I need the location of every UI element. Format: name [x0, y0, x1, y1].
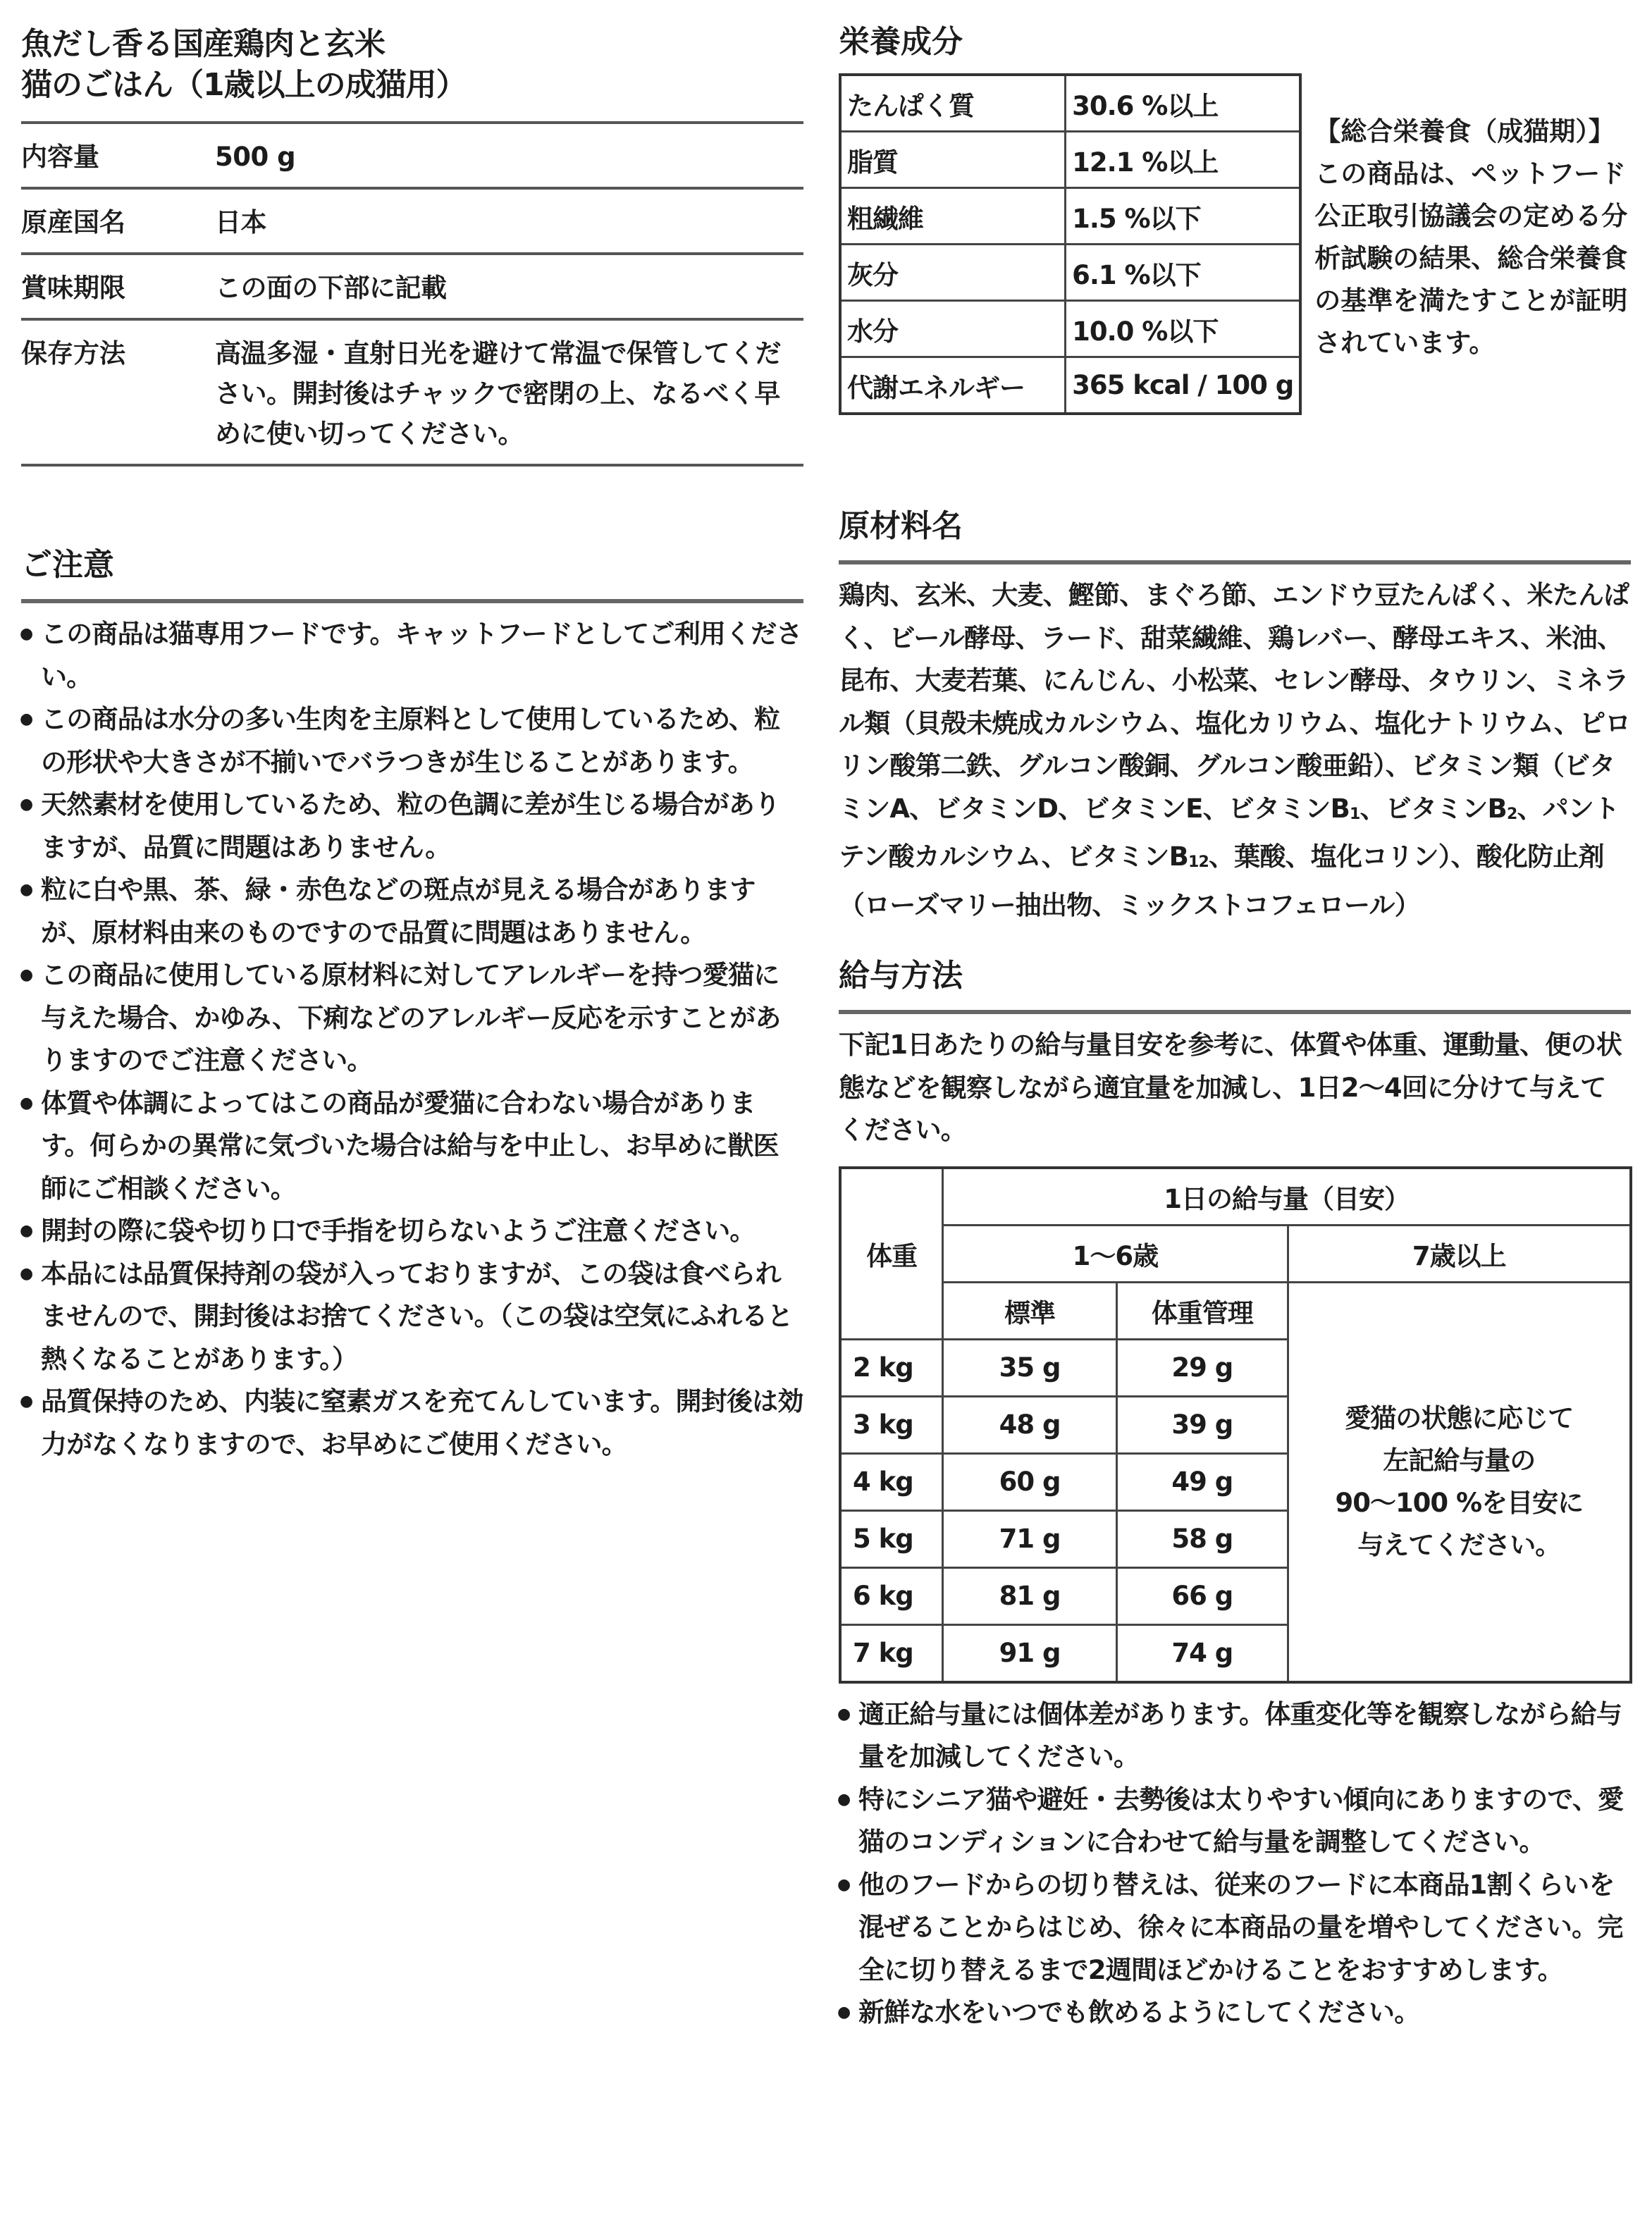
- cell-weight-mgmt: 74 g: [1116, 1624, 1288, 1682]
- header-age-7-plus: 7歳以上: [1288, 1225, 1631, 1282]
- caution-item: ● 粒に白や黒、茶、緑・赤色などの斑点が見える場合がありますが、原材料由来のものですので品質に問題はありません。: [21, 869, 803, 954]
- ingredients-text-part: 、ビタミンB: [1360, 793, 1507, 824]
- caution-item: ● 天然素材を使用しているため、粒の色調に差が生じる場合がありますが、品質に問題はありません。: [21, 784, 803, 869]
- nutrient-label: 粗繊維: [840, 188, 1066, 245]
- product-title-line2: 猫のごはん（1歳以上の成猫用）: [21, 67, 467, 103]
- cell-weight: 7 kg: [840, 1624, 943, 1682]
- nutrient-value: 1.5 %以下: [1066, 188, 1301, 245]
- feeding-note-item: ● 特にシニア猫や避妊・去勢後は太りやすい傾向にありますので、愛猫のコンディションに合わせて給与量を調整してください。: [839, 1779, 1631, 1864]
- cell-weight-mgmt: 58 g: [1116, 1510, 1288, 1567]
- cautions-list: [21, 613, 803, 1466]
- nutrition-row: [840, 301, 1300, 357]
- senior-note-line: 愛猫の状態に応じて: [1345, 1402, 1574, 1433]
- nutrition-row: [840, 188, 1300, 245]
- product-title: [21, 21, 803, 106]
- cell-standard: 48 g: [943, 1396, 1117, 1453]
- feeding-intro: 下記1日あたりの給与量目安を参考に、体質や体重、運動量、便の状態などを観察しながら適宜量を加減し、1日2〜4回に分けて与えてください。: [839, 1030, 1622, 1145]
- caution-item: ● この商品は猫専用フードです。キャットフードとしてご利用ください。: [21, 613, 803, 698]
- caution-item: ● 体質や体調によってはこの商品が愛猫に合わない場合があります。何らかの異常に気づいた場合は給与を中止し、お早めに獣医師にご相談ください。: [21, 1082, 803, 1211]
- nutrient-label: 灰分: [840, 245, 1066, 301]
- caution-item: ● 本品には品質保持剤の袋が入っておりますが、この袋は食べられませんので、開封後はお捨てください。（この袋は空気にふれると熱くなることがあります。）: [21, 1253, 803, 1381]
- nutrient-label: たんぱく質: [840, 75, 1066, 132]
- nutrient-value: 30.6 %以上: [1066, 75, 1301, 132]
- spec-value: 日本: [215, 188, 803, 254]
- feeding-note-item: ● 他のフードからの切り替えは、従来のフードに本商品1割くらいを混ぜることからはじめ、徐々に本商品の量を増やしてください。完全に切り替えるまで2週間ほどかけることをおすすめします。: [839, 1864, 1631, 1992]
- ingredients-text: [839, 574, 1631, 927]
- nutrient-label: 水分: [840, 301, 1066, 357]
- cell-weight: 2 kg: [840, 1339, 943, 1396]
- spec-label: 保存方法: [21, 319, 215, 465]
- nutrient-value: 12.1 %以上: [1066, 132, 1301, 188]
- ingredients-text-part: 、葉酸、塩化コリン）、酸化防止剤（ローズマリー抽出物、ミックストコフェロール）: [839, 841, 1604, 920]
- spec-label: 賞味期限: [21, 254, 215, 319]
- cell-weight-mgmt: 49 g: [1116, 1453, 1288, 1510]
- feeding-header-row: [840, 1168, 1631, 1226]
- cell-weight: 4 kg: [840, 1453, 943, 1510]
- feeding-note-item: ● 適正給与量には個体差があります。体重変化等を観察しながら給与量を加減してください。: [839, 1693, 1631, 1779]
- caution-item: ● 開封の際に袋や切り口で手指を切らないようご注意ください。: [21, 1210, 803, 1253]
- feeding-note-item: ● 新鮮な水をいつでも飲めるようにしてください。: [839, 1992, 1631, 2035]
- feeding-title: 給与方法: [839, 955, 1631, 1014]
- caution-item: ● この商品に使用している原材料に対してアレルギーを持つ愛猫に与えた場合、かゆみ、下痢などのアレルギー反応を示すことがありますのでご注意ください。: [21, 954, 803, 1082]
- nutrient-value: 10.0 %以下: [1066, 301, 1301, 357]
- cell-standard: 71 g: [943, 1510, 1117, 1567]
- header-weight: 体重: [840, 1168, 943, 1340]
- feeding-table: [839, 1166, 1632, 1684]
- cell-weight-mgmt: 66 g: [1116, 1567, 1288, 1624]
- spec-value: 500 g: [215, 123, 803, 188]
- nutrition-row: [840, 132, 1300, 188]
- cell-standard: 35 g: [943, 1339, 1117, 1396]
- spec-row: [21, 319, 803, 465]
- subscript: 1: [1350, 805, 1360, 823]
- right-column: [839, 21, 1631, 2035]
- nutrient-label: 脂質: [840, 132, 1066, 188]
- nutrition-row: [840, 357, 1300, 414]
- nutrient-label: 代謝エネルギー: [840, 357, 1066, 414]
- feeding-header-row: [840, 1225, 1631, 1282]
- nutrition-row: [840, 245, 1300, 301]
- senior-feeding-note: [1288, 1282, 1631, 1682]
- senior-note-line: 与えてください。: [1357, 1529, 1561, 1560]
- ingredients-title: 原材料名: [839, 505, 1631, 564]
- nutrition-block: [839, 73, 1631, 415]
- cell-weight-mgmt: 39 g: [1116, 1396, 1288, 1453]
- nutrient-value: 365 kcal / 100 g: [1066, 357, 1301, 414]
- product-title-line1: 魚だし香る国産鶏肉と玄米: [21, 26, 385, 62]
- spec-row: [21, 188, 803, 254]
- spec-value: 高温多湿・直射日光を避けて常温で保管してください。開封後はチャックで密閉の上、なるべく早めに使い切ってください。: [215, 319, 803, 465]
- header-weight-management: 体重管理: [1116, 1282, 1288, 1339]
- ingredients-text-part: 鶏肉、玄米、大麦、鰹節、まぐろ節、エンドウ豆たんぱく、米たんぱく、ビール酵母、ラード、甜菜繊維、鶏レバー、酵母エキス、米油、昆布、大麦若葉、にんじん、小松菜、セレン酵母、タウリン、ミネラル類（貝殻未焼成カルシウム、塩化カリウム、塩化ナトリウム、ピロリン酸第二鉄、グルコン酸銅、グルコン酸亜鉛）、ビタミン類（ビタミンA、ビタミンD、ビタミンE、ビタミンB: [839, 580, 1631, 824]
- cell-standard: 81 g: [943, 1567, 1117, 1624]
- nutrition-note: 【総合栄養食（成猫期）】この商品は、ペットフード公正取引協議会の定める分析試験の結果、総合栄養食の基準を満たすことが証明されています。: [1314, 116, 1628, 358]
- subscript: 2: [1506, 805, 1517, 823]
- senior-note-line: 90〜100 %を目安に: [1335, 1487, 1584, 1518]
- spec-label: 内容量: [21, 123, 215, 188]
- feeding-notes-list: [839, 1693, 1631, 2035]
- ingredients-text-part: 、パントテン酸カルシウム、ビタミンB: [839, 793, 1620, 872]
- nutrition-table: [839, 73, 1302, 415]
- caution-item: ● この商品は水分の多い生肉を主原料として使用しているため、粒の形状や大きさが不揃いでバラつきが生じることがあります。: [21, 698, 803, 784]
- spec-value: この面の下部に記載: [215, 254, 803, 319]
- nutrition-title: 栄養成分: [839, 24, 963, 60]
- header-daily-amount: 1日の給与量（目安）: [943, 1168, 1631, 1226]
- header-age-1-6: 1〜6歳: [943, 1225, 1288, 1282]
- cell-weight: 3 kg: [840, 1396, 943, 1453]
- cell-standard: 91 g: [943, 1624, 1117, 1682]
- cell-weight: 5 kg: [840, 1510, 943, 1567]
- cautions-title: ご注意: [21, 544, 803, 603]
- senior-note-line: 左記給与量の: [1383, 1445, 1536, 1476]
- cell-standard: 60 g: [943, 1453, 1117, 1510]
- nutrition-row: [840, 75, 1300, 132]
- cell-weight-mgmt: 29 g: [1116, 1339, 1288, 1396]
- header-standard: 標準: [943, 1282, 1117, 1339]
- left-column: [21, 21, 803, 1466]
- nutrient-value: 6.1 %以下: [1066, 245, 1301, 301]
- caution-item: ● 品質保持のため、内装に窒素ガスを充てんしています。開封後は効力がなくなりますので、お早めにご使用ください。: [21, 1381, 803, 1466]
- spec-row: [21, 123, 803, 188]
- product-spec-table: [21, 121, 803, 467]
- subscript: 12: [1188, 853, 1209, 871]
- spec-row: [21, 254, 803, 319]
- spec-label: 原産国名: [21, 188, 215, 254]
- cell-weight: 6 kg: [840, 1567, 943, 1624]
- feeding-header-row: [840, 1282, 1631, 1339]
